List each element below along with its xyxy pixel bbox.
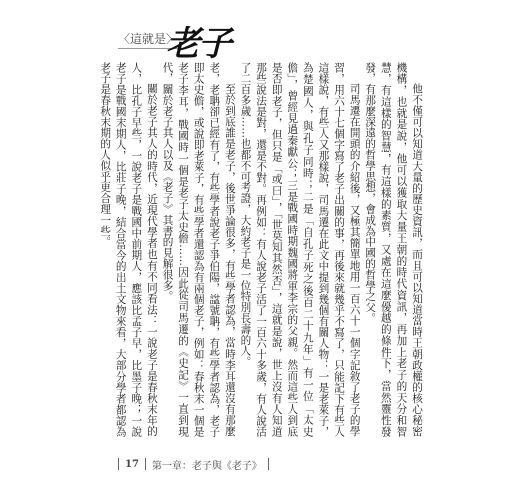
paragraph: 司馬遷在開頭的介紹後，又極其簡單地用一百六十一個字記敘了老子的學習，用六十七個字寫了老子出關的事，再後來就幾乎不寫了，只能記下有些人這樣說，有些人又那樣說，司馬遷在此文中提到幾個有關人物：一是老萊子，為楚國人，與孔子同時；二是「自孔子死之後百二十九年」有一位「太史儋」，曾經見過秦獻公；三是戰國時期魏國將軍李宗的父親。然而這些人到底是否即老子，但只是「或曰」，「世莫知其然否」，這就是說，世上沒有人知道那些說法是對，還是不對。再例如：有人說老子活了一百六十多歲，有人說活了二百多歲……也都不可考證，大約老子是一位特別長壽的人。	[239, 62, 361, 437]
paragraph: 他不僅可以知道大量的歷史資訊，而且可以知道當時王朝政權的核心秘密機構，也就是說，他可以獲取大量王朝的時代資訊，再加上老子的天分和智慧，有這樣的智慧，有這樣的素質，又處在這麼優越的條件下，當然靈性發發，有那麼深遠的哲學思想，會成為中國的哲學之父。	[364, 62, 423, 437]
footer-divider	[145, 458, 146, 470]
page-number: 17	[125, 458, 139, 470]
book-header-subtitle: 〈這就是〉	[118, 30, 178, 49]
footer-divider	[268, 458, 269, 470]
book-header-title: 老子	[166, 24, 230, 64]
page-footer	[118, 454, 269, 474]
footer-divider	[118, 458, 119, 470]
paragraph: 至於到底誰是老子，後世爭論很多，有些學者認為，當時李耳還沒有那麼老，老聃卻已經有了，有些學者說老子爭伯陽，諡號聃，有些學者認為，老子即太史儋，或說即老萊子，有些學者還認為有兩個老子，例如：春秋末一個是老子李耳，戰國時一個是老子太史儋……因此從司馬遷的《史記》一直到現代，關於老子其人以及《老子》其書的見解很多。	[161, 62, 236, 437]
chapter-title: 第一章：老子與《老子》	[151, 460, 262, 472]
paragraph: 關於老子其人的時代，近現代學者也有不同看法：一說老子是春秋末年的人，比孔子早些，一說老子是戰國中前期人，應該比孟子早，比墨子晚；一說老子是戰國末期人，比莊子晚，結合當今的出土文物來看，大部分學者都認為老子是春秋末期的人似乎更合理一些。	[99, 62, 158, 437]
vertical-text-body	[99, 62, 424, 437]
